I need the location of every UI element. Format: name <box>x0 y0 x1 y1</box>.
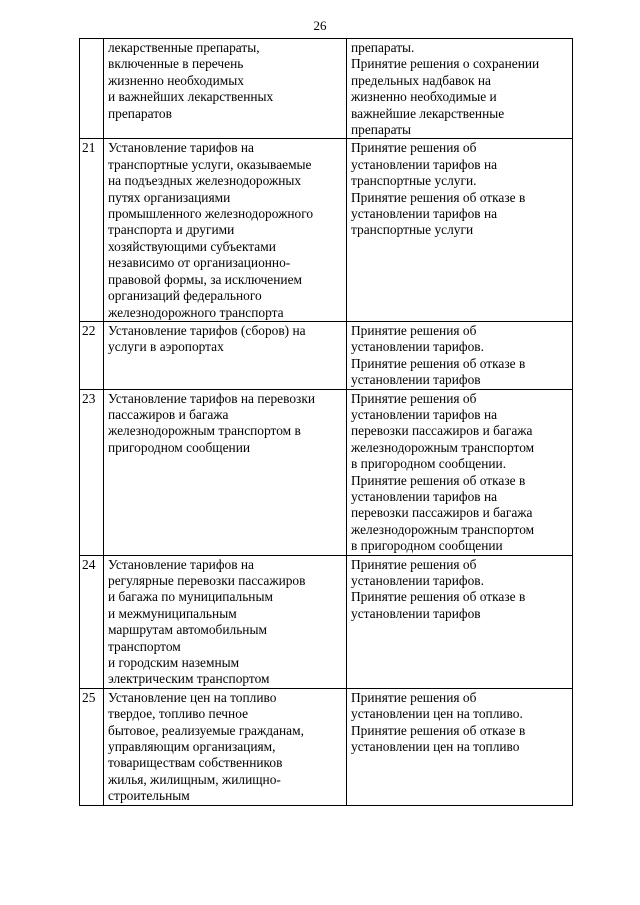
subject-line: услуги в аэропортах <box>108 339 224 355</box>
decision-line: установлении цен на топливо. <box>351 706 523 722</box>
decision-line: препараты <box>351 122 412 138</box>
table-row <box>80 139 573 321</box>
decision-line: установлении тарифов на <box>351 156 498 172</box>
subject-line: регулярные перевозки пассажиров <box>108 573 306 588</box>
decision-line: перевозки пассажиров и багажа <box>351 505 533 521</box>
decision-line: предельных надбавок на <box>351 72 491 88</box>
subject-line: бытовое, реализуемые гражданам, <box>108 722 304 738</box>
subject-cell <box>104 39 347 139</box>
subject-line: и городским наземным <box>108 655 240 671</box>
table-row <box>80 688 573 805</box>
subject-line: строительным <box>108 788 190 804</box>
decision-line: установлении тарифов <box>351 372 481 388</box>
table-row <box>80 555 573 688</box>
subject-line: железнодорожным транспортом в <box>108 423 301 439</box>
decision-line: Принятие решения об <box>351 556 477 572</box>
decision-line: транспортные услуги <box>351 222 474 238</box>
subject-line: маршрутам автомобильным <box>108 622 267 638</box>
subject-line: Установление тарифов (сборов) на <box>108 322 306 338</box>
decision-line: перевозки пассажиров и багажа <box>351 423 533 439</box>
subject-line: независимо от организационно- <box>108 255 291 271</box>
decision-line: Принятие решения об отказе в <box>351 589 526 605</box>
subject-line: Установление цен на топливо <box>108 689 277 705</box>
subject-cell <box>104 321 347 389</box>
subject-line: Установление тарифов на <box>108 140 255 156</box>
subject-line: пригородном сообщении <box>108 439 251 455</box>
subject-line: препаратов <box>108 105 172 121</box>
table-row <box>80 389 573 555</box>
subject-line: транспортные услуги, оказываемые <box>108 156 312 172</box>
subject-line: управляющим организациям, <box>108 739 276 755</box>
subject-line: Установление тарифов на перевозки <box>108 390 315 406</box>
row-number: 24 <box>80 555 104 688</box>
subject-cell <box>104 139 347 321</box>
decision-cell <box>347 688 573 805</box>
decision-line: железнодорожным транспортом <box>351 439 535 455</box>
decision-line: транспортные услуги. <box>351 173 477 189</box>
subject-line: и багажа по муниципальным <box>108 589 273 605</box>
decision-line: установлении тарифов на <box>351 206 498 222</box>
decision-line: установлении тарифов на <box>351 488 498 504</box>
decision-line: препараты. <box>351 40 415 55</box>
decision-line: Принятие решения об <box>351 140 477 156</box>
decision-cell <box>347 389 573 555</box>
row-number: 21 <box>80 139 104 321</box>
decision-line: Принятие решения об отказе в <box>351 355 526 371</box>
subject-line: организаций федерального <box>108 288 262 304</box>
subject-line: пассажиров и багажа <box>108 406 229 422</box>
subject-line: правовой формы, за исключением <box>108 271 303 287</box>
decision-cell <box>347 555 573 688</box>
table-row <box>80 39 573 139</box>
decision-cell <box>347 39 573 139</box>
subject-line: жизненно необходимых <box>108 72 244 88</box>
subject-line: хозяйствующими субъектами <box>108 238 276 254</box>
subject-line: твердое, топливо печное <box>108 706 249 722</box>
subject-line: на подъездных железнодорожных <box>108 173 302 189</box>
decision-line: железнодорожным транспортом <box>351 521 535 537</box>
decision-line: Принятие решения о сохранении <box>351 56 540 72</box>
table-row <box>80 321 573 389</box>
decision-line: Принятие решения об отказе в <box>351 722 526 738</box>
decision-line: Принятие решения об <box>351 322 477 338</box>
decision-line: важнейшие лекарственные <box>351 105 505 121</box>
decision-line: Принятие решения об отказе в <box>351 189 526 205</box>
subject-line: промышленного железнодорожного <box>108 206 314 222</box>
subject-cell <box>104 555 347 688</box>
subject-line: электрическим транспортом <box>108 671 270 687</box>
subject-line: жилья, жилищным, жилищно- <box>108 771 281 787</box>
decision-cell <box>347 321 573 389</box>
tariff-table <box>79 38 573 806</box>
row-number: 22 <box>80 321 104 389</box>
subject-line: лекарственные препараты, <box>108 40 260 55</box>
decision-line: Принятие решения об отказе в <box>351 472 526 488</box>
decision-line: установлении тарифов на <box>351 406 498 422</box>
subject-line: транспортом <box>108 638 181 654</box>
subject-line: и межмуниципальным <box>108 605 237 621</box>
subject-line: включенные в перечень <box>108 56 244 72</box>
decision-line: установлении тарифов <box>351 605 481 621</box>
decision-line: Принятие решения об <box>351 390 477 406</box>
row-number <box>80 39 104 139</box>
row-number: 23 <box>80 389 104 555</box>
subject-line: транспорта и другими <box>108 222 235 238</box>
subject-line: и важнейших лекарственных <box>108 89 274 105</box>
page-number: 26 <box>313 18 327 33</box>
subject-cell <box>104 389 347 555</box>
decision-line: установлении тарифов. <box>351 573 484 588</box>
subject-line: товариществам собственников <box>108 755 283 771</box>
decision-line: жизненно необходимые и <box>351 89 497 105</box>
decision-line: в пригородном сообщении <box>351 538 503 554</box>
decision-line: установлении цен на топливо <box>351 739 520 755</box>
decision-line: Принятие решения об <box>351 689 477 705</box>
row-number: 25 <box>80 688 104 805</box>
subject-line: путях организациями <box>108 189 231 205</box>
decision-line: установлении тарифов. <box>351 339 484 355</box>
subject-cell <box>104 688 347 805</box>
decision-line: в пригородном сообщении. <box>351 456 507 472</box>
subject-line: железнодорожного транспорта <box>108 304 284 320</box>
subject-line: Установление тарифов на <box>108 556 255 572</box>
decision-cell <box>347 139 573 321</box>
